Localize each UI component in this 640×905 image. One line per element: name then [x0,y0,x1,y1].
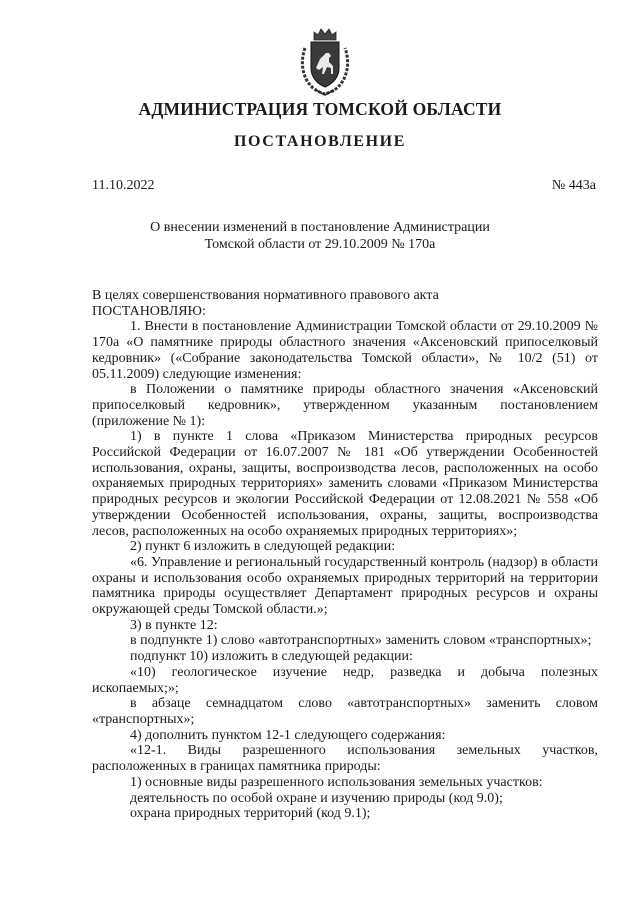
document-date: 11.10.2022 [92,178,155,193]
paragraph: в Положении о памятнике природы областного значения «Аксеновский припоселковый кедровник», утвержденном указанным постановлением (приложение № 1): [92,382,598,429]
title-line: Томской области от 29.10.2009 № 170а [204,237,436,252]
paragraph: 3) в пункте 12: [130,617,218,633]
document-title [0,219,640,253]
coat-of-arms-tomsk-region-icon [296,26,354,96]
paragraph: подпункт 10) изложить в следующей редакции: [130,649,413,665]
document-number: № 443а [551,178,596,193]
paragraph: 1. Внести в постановление Администрации Томской области от 29.10.2009 № 170а «О памятнике природы областного значения «Аксеновский припоселковый кедровник» («Собрание законодательства Томской области», № 10/2 (51) от 05.11.2009) следующие изменения: [92,319,598,382]
document-type: ПОСТАНОВЛЕНИЕ [234,133,406,150]
preamble: В целях совершенствования нормативного правового акта [92,288,439,303]
paragraph: деятельность по особой охране и изучению природы (код 9.0); [130,790,503,806]
title-line: О внесении изменений в постановление Администрации [150,220,490,235]
paragraph: «10) геологическое изучение недр, разведка и добыча полезных ископаемых;»; [92,664,598,696]
paragraph: 4) дополнить пунктом 12-1 следующего содержания: [130,727,446,743]
paragraph: 2) пункт 6 изложить в следующей редакции: [130,539,396,555]
paragraph: в подпункте 1) слово «автотранспортных» заменить словом «транспортных»; [130,633,592,649]
paragraph: «12-1. Виды разрешенного использования земельных участков, расположенных в границах памятника природы: [92,743,598,775]
paragraph: 1) основные виды разрешенного использования земельных участков: [130,774,543,790]
organization-name: АДМИНИСТРАЦИЯ ТОМСКОЙ ОБЛАСТИ [138,99,502,119]
paragraph: охрана природных территорий (код 9.1); [130,806,371,822]
paragraph: «6. Управление и региональный государственный контроль (надзор) в области охраны и использования особо охраняемых природных территорий на территории памятника природы осуществляет Департамент природных ресурсов и охраны окружающей среды Томской области.»; [92,554,598,618]
decree-word: ПОСТАНОВЛЯЮ: [92,303,206,319]
paragraph: 1) в пункте 1 слова «Приказом Министерства природных ресурсов Российской Федерации от 16.07.2007 № 181 «Об утверждении Особенностей использования, охраны, защиты, воспроизводства лесов, расположенных на особо охраняемых природных территориях» заменить словами «Приказом Министерства природных ресурсов и экологии Российской Федерации от 12.08.2021 № 558 «Об утверждении Особенностей использования, охраны, защиты, воспроизводства лесов, расположенных на особо охраняемых природных территориях»; [92,429,598,539]
paragraph: в абзаце семнадцатом слово «автотранспортных» заменить словом «транспортных»; [92,696,598,727]
document-body [92,288,598,822]
